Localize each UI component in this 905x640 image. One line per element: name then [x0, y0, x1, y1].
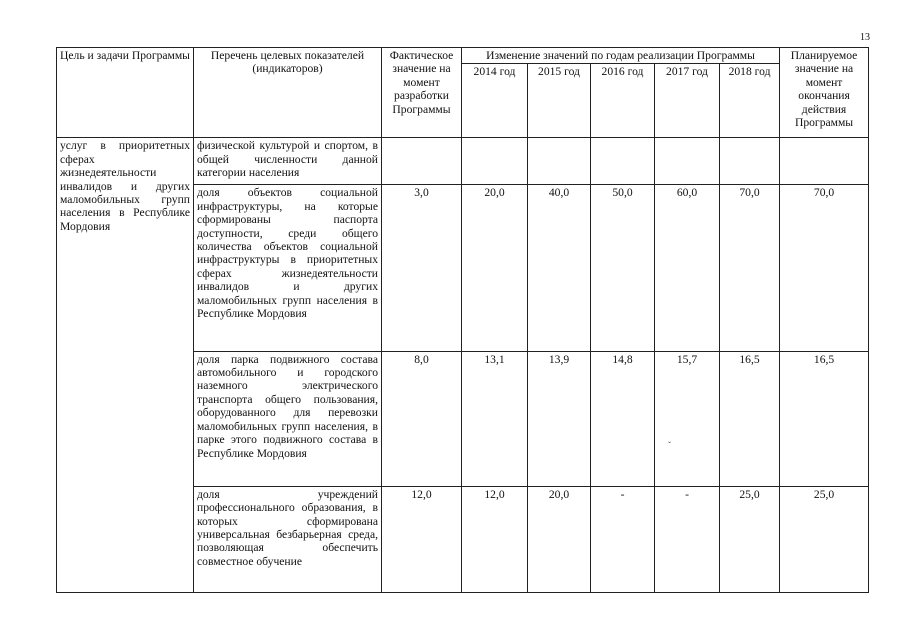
- year-value-cell: [591, 138, 655, 185]
- header-actual: Фактическое значение на момент разработки Программы: [382, 48, 462, 138]
- indicator-cell: доля учреждений профессионального образования, в которых сформирована универсальная безбарьерная среда, позволяющая обеспечить совместное обучение: [194, 486, 382, 592]
- header-year: 2017 год: [655, 64, 720, 138]
- header-year: 2018 год: [720, 64, 780, 138]
- year-value-cell: 15,7: [655, 351, 720, 486]
- indicators-table: [56, 47, 869, 593]
- year-value-cell: 60,0: [655, 185, 720, 351]
- actual-cell: 12,0: [382, 486, 462, 592]
- page-number: 13: [860, 32, 870, 43]
- year-value-cell: 20,0: [528, 486, 591, 592]
- header-year: 2014 год: [462, 64, 528, 138]
- year-value-cell: [720, 138, 780, 185]
- year-value-cell: [462, 138, 528, 185]
- indicator-cell: физической культурой и спортом, в общей численности данной категории населения: [194, 138, 382, 185]
- header-goal: Цель и задачи Программы: [57, 48, 194, 138]
- scan-mark: ˇ: [668, 440, 671, 450]
- goal-cell: услуг в приоритетных сферах жизнедеятельности инвалидов и других маломобильных групп населения в Республике Мордовия: [57, 138, 194, 593]
- header-year: 2015 год: [528, 64, 591, 138]
- planned-cell: [780, 138, 869, 185]
- year-value-cell: -: [591, 486, 655, 592]
- planned-cell: 25,0: [780, 486, 869, 592]
- actual-cell: 8,0: [382, 351, 462, 486]
- actual-cell: 3,0: [382, 185, 462, 351]
- year-value-cell: 16,5: [720, 351, 780, 486]
- header-year: 2016 год: [591, 64, 655, 138]
- year-value-cell: 14,8: [591, 351, 655, 486]
- planned-cell: 16,5: [780, 351, 869, 486]
- actual-cell: [382, 138, 462, 185]
- year-value-cell: 12,0: [462, 486, 528, 592]
- year-value-cell: [528, 138, 591, 185]
- year-value-cell: -: [655, 486, 720, 592]
- year-value-cell: [655, 138, 720, 185]
- header-changes: Изменение значений по годам реализации Программы: [462, 48, 780, 64]
- indicator-cell: доля парка подвижного состава автомобильного и городского наземного электрического транспорта общего пользования, оборудованного для перевозки маломобильных групп населения, в парке этого подвижного состава в Республике Мордовия: [194, 351, 382, 486]
- year-value-cell: 25,0: [720, 486, 780, 592]
- table-row: [57, 138, 869, 185]
- year-value-cell: 50,0: [591, 185, 655, 351]
- year-value-cell: 40,0: [528, 185, 591, 351]
- year-value-cell: 13,1: [462, 351, 528, 486]
- year-value-cell: 13,9: [528, 351, 591, 486]
- header-planned: Планируемое значение на момент окончания действия Программы: [780, 48, 869, 138]
- year-value-cell: 70,0: [720, 185, 780, 351]
- indicator-cell: доля объектов социальной инфраструктуры, на которые сформированы паспорта доступности, среди общего количества объектов социальной инфраструктуры в приоритетных сферах жизнедеятельности инвалидов и других маломобильных групп населения в Республике Мордовия: [194, 185, 382, 351]
- planned-cell: 70,0: [780, 185, 869, 351]
- year-value-cell: 20,0: [462, 185, 528, 351]
- header-indicators: Перечень целевых показателей (индикаторов): [194, 48, 382, 138]
